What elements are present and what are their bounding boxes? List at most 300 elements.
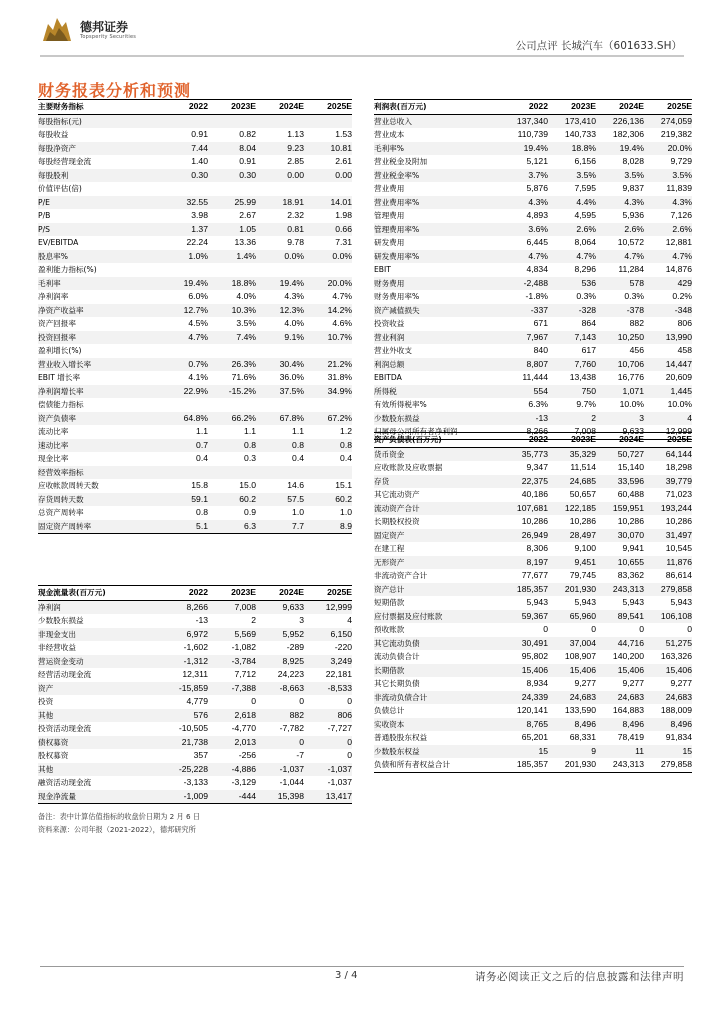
table-row bbox=[374, 277, 692, 291]
cell-value: 4.7% bbox=[548, 250, 596, 264]
cell-value: 24,223 bbox=[277, 669, 304, 679]
cell-value: 44,716 bbox=[596, 637, 644, 651]
cell-value: 66.2% bbox=[208, 412, 256, 426]
row-label: P/E bbox=[38, 196, 160, 210]
cell-value: 0.0% bbox=[304, 250, 352, 264]
cell-value: 10.81 bbox=[304, 142, 352, 156]
cell-value: -8,663 bbox=[256, 682, 304, 696]
cell-value bbox=[208, 398, 256, 412]
table-title: 主要财务指标 bbox=[38, 100, 160, 115]
cell-value: 21,738 bbox=[160, 736, 208, 750]
cell-value: 67.2% bbox=[304, 412, 352, 426]
table-row bbox=[38, 668, 352, 682]
year-header: 2024E bbox=[256, 586, 304, 601]
cell-value: 19.4% bbox=[500, 142, 548, 156]
cell-value bbox=[256, 263, 304, 277]
cell-value: 19.4% bbox=[596, 142, 644, 156]
table-row bbox=[38, 277, 352, 291]
cell-value: 78,419 bbox=[617, 732, 644, 742]
cell-value: 1.40 bbox=[191, 156, 208, 166]
table-row bbox=[374, 331, 692, 345]
cell-value: 4.1% bbox=[188, 372, 208, 382]
cell-value: 2.61 bbox=[335, 156, 352, 166]
cell-value: 37,004 bbox=[548, 637, 596, 651]
cell-value: 576 bbox=[160, 709, 208, 723]
cell-value: 32.55 bbox=[160, 196, 208, 210]
year-header: 2024E bbox=[256, 100, 304, 115]
table-row bbox=[38, 614, 352, 628]
cell-value: 57.5 bbox=[256, 493, 304, 507]
table-row bbox=[374, 542, 692, 556]
cell-value: 458 bbox=[677, 345, 692, 355]
table-row bbox=[38, 169, 352, 183]
cell-value: 8,765 bbox=[500, 718, 548, 732]
cell-value: 0 bbox=[347, 750, 352, 760]
table-row bbox=[38, 358, 352, 372]
row-label: 短期借款 bbox=[374, 598, 405, 607]
row-label: 投资收益 bbox=[374, 319, 405, 328]
cell-value: -256 bbox=[238, 750, 256, 760]
row-label: 营业税金及附加 bbox=[374, 157, 428, 166]
cell-value bbox=[304, 466, 352, 480]
row-label: 少数股东权益 bbox=[374, 745, 500, 759]
cell-value: 15.0 bbox=[239, 480, 256, 490]
cell-value: 578 bbox=[596, 277, 644, 291]
row-label: 净资产收益率 bbox=[38, 304, 160, 318]
cell-value: 2.32 bbox=[287, 210, 304, 220]
row-label: 资产 bbox=[38, 682, 160, 696]
cell-value bbox=[160, 466, 208, 480]
table-row bbox=[38, 655, 352, 669]
year-header: 2025E bbox=[644, 100, 692, 115]
row-label: 营业成本 bbox=[374, 130, 405, 139]
cell-value: 0.30 bbox=[160, 169, 208, 183]
cell-value: 120,141 bbox=[516, 705, 548, 715]
cell-value: 0 bbox=[304, 736, 352, 750]
year-header: 2022 bbox=[160, 586, 208, 601]
cell-value: 9,100 bbox=[574, 543, 596, 553]
table-row bbox=[374, 398, 692, 412]
cell-value: 5,943 bbox=[574, 597, 596, 607]
cell-value: 89,541 bbox=[596, 610, 644, 624]
cell-value: 4.6% bbox=[332, 318, 352, 328]
table-row bbox=[374, 583, 692, 597]
cell-value: 50,727 bbox=[596, 447, 644, 461]
row-label: 其他 bbox=[38, 709, 160, 723]
table-row bbox=[374, 718, 692, 732]
row-label: 非流动负债合计 bbox=[374, 691, 500, 705]
row-label: 固定资产周转率 bbox=[38, 520, 160, 534]
cell-value: 36.0% bbox=[279, 372, 304, 382]
cell-value: 9.23 bbox=[256, 142, 304, 156]
cell-value: 12,881 bbox=[665, 237, 692, 247]
cell-value: 3.7% bbox=[500, 169, 548, 183]
cell-value: 14.01 bbox=[304, 196, 352, 210]
cell-value: 0.8 bbox=[256, 439, 304, 453]
row-label: 归属母公司所有者净利润 bbox=[374, 425, 500, 439]
row-label: 毛利率 bbox=[38, 277, 160, 291]
cell-value: 9.7% bbox=[576, 399, 596, 409]
table-row bbox=[374, 569, 692, 583]
cell-value: 4.3% bbox=[644, 196, 692, 210]
cell-value: 4.4% bbox=[548, 196, 596, 210]
cell-value: 182,306 bbox=[612, 129, 644, 139]
cell-value: 31.8% bbox=[327, 372, 352, 382]
row-label: 每股经营现金流 bbox=[38, 157, 92, 166]
cell-value: 6,972 bbox=[160, 628, 208, 642]
cell-value: 25.99 bbox=[208, 196, 256, 210]
cell-value: 9,941 bbox=[622, 543, 644, 553]
cell-value: 0.82 bbox=[239, 129, 256, 139]
table-row bbox=[38, 709, 352, 723]
cell-value: 20.0% bbox=[644, 142, 692, 156]
cell-value: 4 bbox=[347, 615, 352, 625]
cell-value: 0 bbox=[687, 624, 692, 634]
cell-value: 18.8% bbox=[208, 277, 256, 291]
cell-value: -1,037 bbox=[304, 763, 352, 777]
table-row bbox=[374, 758, 692, 772]
cell-value: 7,760 bbox=[548, 358, 596, 372]
cell-value: 9,277 bbox=[622, 678, 644, 688]
table-row bbox=[374, 623, 692, 637]
cell-value: 10,286 bbox=[521, 516, 548, 526]
table-row bbox=[38, 223, 352, 237]
cell-value: 11,444 bbox=[522, 372, 548, 382]
cell-value: 12,311 bbox=[182, 669, 208, 679]
cell-value: 24,683 bbox=[644, 691, 692, 705]
cell-value: 71.6% bbox=[231, 372, 256, 382]
row-label: 负债和所有者权益合计 bbox=[374, 758, 500, 772]
cell-value: 60.2 bbox=[304, 493, 352, 507]
table-row bbox=[38, 182, 352, 196]
table-row bbox=[374, 704, 692, 718]
cell-value: 6.3% bbox=[528, 399, 548, 409]
row-label: 营业收入增长率 bbox=[38, 358, 160, 372]
cell-value: 536 bbox=[548, 277, 596, 291]
cell-value: 185,357 bbox=[500, 758, 548, 772]
table-row bbox=[374, 114, 692, 128]
cell-value: 40,186 bbox=[521, 489, 548, 499]
income-statement-table bbox=[374, 99, 692, 440]
table-row bbox=[374, 475, 692, 489]
cell-value: 91,834 bbox=[665, 732, 692, 742]
cell-value bbox=[304, 398, 352, 412]
cell-value: 24,683 bbox=[548, 691, 596, 705]
row-label: 经营活动现金流 bbox=[38, 670, 92, 679]
cell-value: 9,347 bbox=[526, 462, 548, 472]
cell-value: 5,943 bbox=[622, 597, 644, 607]
cell-value: 108,907 bbox=[564, 651, 596, 661]
cell-value: 8,266 bbox=[160, 600, 208, 614]
cell-value: -4,886 bbox=[208, 763, 256, 777]
cell-value: 15,406 bbox=[644, 664, 692, 678]
table-row bbox=[38, 250, 352, 264]
cell-value: 864 bbox=[581, 318, 596, 328]
cell-value: 8,064 bbox=[574, 237, 596, 247]
table-row bbox=[38, 425, 352, 439]
table-row bbox=[374, 236, 692, 250]
cell-value: 2.6% bbox=[596, 223, 644, 237]
row-label: 债权募资 bbox=[38, 736, 160, 750]
cell-value: 6,156 bbox=[574, 156, 596, 166]
table-row bbox=[38, 520, 352, 534]
row-label: 资产负债率 bbox=[38, 412, 160, 426]
cell-value: 9,633 bbox=[596, 425, 644, 439]
cell-value: 185,357 bbox=[500, 583, 548, 597]
cell-value: 1,071 bbox=[596, 385, 644, 399]
cell-value: 64.8% bbox=[160, 412, 208, 426]
row-label: 毛利率% bbox=[374, 142, 500, 156]
row-label: 非现金支出 bbox=[38, 628, 160, 642]
row-label: 投资 bbox=[38, 697, 54, 706]
row-label: 普通股股东权益 bbox=[374, 733, 428, 742]
row-label: 流动比率 bbox=[38, 427, 69, 436]
cell-value: 243,313 bbox=[596, 758, 644, 772]
cell-value: -10,505 bbox=[178, 723, 208, 733]
row-label: 其他 bbox=[38, 763, 160, 777]
row-label: 营运资金变动 bbox=[38, 655, 160, 669]
row-label: 存货 bbox=[374, 475, 500, 489]
cell-value: 137,340 bbox=[500, 114, 548, 128]
table-row bbox=[374, 142, 692, 156]
cell-value: 0 bbox=[347, 696, 352, 706]
table-row bbox=[38, 263, 352, 277]
cell-value bbox=[208, 344, 256, 358]
report-type-and-company: 公司点评 长城汽车（601633.SH） bbox=[515, 40, 682, 52]
table-row bbox=[38, 749, 352, 763]
cell-value: 3.98 bbox=[191, 210, 208, 220]
row-label: 预收账款 bbox=[374, 625, 405, 634]
cell-value: 2.85 bbox=[287, 156, 304, 166]
cell-value: 18.91 bbox=[256, 196, 304, 210]
cell-value: 0 bbox=[591, 624, 596, 634]
table-row bbox=[374, 529, 692, 543]
cell-value: 9.1% bbox=[256, 331, 304, 345]
cell-value: 3.5% bbox=[596, 169, 644, 183]
cell-value bbox=[256, 182, 304, 196]
cell-value: 4.5% bbox=[188, 318, 208, 328]
cell-value: 1.1 bbox=[196, 426, 208, 436]
row-label: 投资回报率 bbox=[38, 331, 160, 345]
cell-value bbox=[304, 344, 352, 358]
table-row bbox=[374, 196, 692, 210]
table-row bbox=[38, 290, 352, 304]
brand-name: 德邦证券 bbox=[80, 20, 129, 34]
cell-value: -328 bbox=[548, 304, 596, 318]
row-label: 无形资产 bbox=[374, 556, 500, 570]
cell-value: 8,496 bbox=[596, 718, 644, 732]
cell-value: -3,784 bbox=[208, 655, 256, 669]
legal-disclaimer: 请务必阅读正文之后的信息披露和法律声明 bbox=[475, 971, 684, 983]
cell-value: 3.5% bbox=[644, 169, 692, 183]
cell-value: 159,951 bbox=[596, 502, 644, 516]
cell-value: 357 bbox=[193, 750, 208, 760]
cell-value: -1,009 bbox=[160, 790, 208, 804]
table-row bbox=[374, 263, 692, 277]
cell-value: 9,277 bbox=[670, 678, 692, 688]
cell-value: 18,298 bbox=[665, 462, 692, 472]
cell-value bbox=[208, 466, 256, 480]
cell-value bbox=[160, 398, 208, 412]
year-header: 2025E bbox=[304, 100, 352, 115]
cell-value: 26.3% bbox=[208, 358, 256, 372]
cell-value: -220 bbox=[334, 642, 352, 652]
table-row bbox=[38, 722, 352, 736]
table-row bbox=[374, 745, 692, 759]
cell-value: 65,960 bbox=[548, 610, 596, 624]
cell-value: 9,633 bbox=[256, 600, 304, 614]
cell-value: 2.6% bbox=[548, 223, 596, 237]
row-label: 少数股东损益 bbox=[38, 616, 84, 625]
cell-value: 8,266 bbox=[500, 425, 548, 439]
table-row bbox=[374, 385, 692, 399]
cell-value: 4.7% bbox=[160, 331, 208, 345]
table-row bbox=[374, 155, 692, 169]
table-row bbox=[38, 466, 352, 480]
cell-value: 64,144 bbox=[644, 447, 692, 461]
cell-value: 140,200 bbox=[612, 651, 644, 661]
cell-value: 39,779 bbox=[644, 475, 692, 489]
cell-value: 16,776 bbox=[617, 372, 644, 382]
cell-value: 201,930 bbox=[548, 758, 596, 772]
cell-value: 0.66 bbox=[304, 223, 352, 237]
cell-value: 1.1 bbox=[292, 426, 304, 436]
cash-flow-table bbox=[38, 585, 352, 804]
header-divider bbox=[40, 55, 684, 57]
cell-value: 6.0% bbox=[188, 291, 208, 301]
cell-value: 5.1 bbox=[160, 520, 208, 534]
cell-value: 8,197 bbox=[500, 556, 548, 570]
cell-value: 8,807 bbox=[500, 358, 548, 372]
cell-value: 8,296 bbox=[574, 264, 596, 274]
cell-value: 33,596 bbox=[596, 475, 644, 489]
table-row bbox=[374, 596, 692, 610]
row-label: 资产回报率 bbox=[38, 319, 76, 328]
cell-value: 1.37 bbox=[160, 223, 208, 237]
cell-value: 15 bbox=[500, 745, 548, 759]
row-label: 研发费用率% bbox=[374, 250, 500, 264]
cell-value: 4,893 bbox=[526, 210, 548, 220]
cell-value: 10.0% bbox=[667, 399, 692, 409]
table-row bbox=[374, 304, 692, 318]
cell-value: 24,685 bbox=[548, 475, 596, 489]
cell-value: 0.3 bbox=[244, 453, 256, 463]
row-label: 应收帐款周转天数 bbox=[38, 481, 99, 490]
cell-value bbox=[208, 114, 256, 128]
cell-value: 0.00 bbox=[256, 169, 304, 183]
cell-value: 11 bbox=[596, 745, 644, 759]
cell-value: 617 bbox=[581, 345, 596, 355]
table-row bbox=[374, 344, 692, 358]
cell-value: 1.53 bbox=[335, 129, 352, 139]
cell-value: 18.8% bbox=[548, 142, 596, 156]
row-label: 盈利能力指标(%) bbox=[38, 265, 97, 274]
row-label: 股权募资 bbox=[38, 751, 69, 760]
cell-value: 20.0% bbox=[304, 277, 352, 291]
cell-value: 9,729 bbox=[670, 156, 692, 166]
cell-value: 0.00 bbox=[304, 169, 352, 183]
table-row bbox=[374, 515, 692, 529]
row-label: 管理费用 bbox=[374, 211, 405, 220]
table-row bbox=[374, 182, 692, 196]
cell-value: 13,417 bbox=[304, 790, 352, 804]
cell-value: 13,990 bbox=[644, 331, 692, 345]
cell-value: 279,858 bbox=[644, 758, 692, 772]
cell-value bbox=[208, 263, 256, 277]
cell-value: 12,999 bbox=[304, 600, 352, 614]
cell-value: -15.2% bbox=[208, 385, 256, 399]
cell-value: 10,286 bbox=[665, 516, 692, 526]
cell-value: 13,438 bbox=[569, 372, 596, 382]
cell-value: 4.0% bbox=[284, 318, 304, 328]
cell-value: 1.98 bbox=[335, 210, 352, 220]
row-label: 流动资产合计 bbox=[374, 502, 500, 516]
cell-value: 12.7% bbox=[160, 304, 208, 318]
table-header-row bbox=[38, 100, 352, 115]
cell-value: -1,082 bbox=[231, 642, 256, 652]
table-row bbox=[38, 236, 352, 250]
cell-value: 10,545 bbox=[665, 543, 692, 553]
cell-value: 68,331 bbox=[569, 732, 596, 742]
cell-value: 11,284 bbox=[618, 264, 644, 274]
cell-value: 22.24 bbox=[186, 237, 208, 247]
cell-value: 0 bbox=[543, 624, 548, 634]
cell-value: 37.5% bbox=[256, 385, 304, 399]
cell-value: 0 bbox=[639, 624, 644, 634]
page-header bbox=[0, 0, 724, 70]
cell-value: 4.3% bbox=[284, 291, 304, 301]
cell-value: 34.9% bbox=[304, 385, 352, 399]
cell-value: -3,129 bbox=[231, 777, 256, 787]
cell-value: -7 bbox=[296, 750, 304, 760]
row-label: 利润总额 bbox=[374, 358, 500, 372]
cell-value: 2.67 bbox=[239, 210, 256, 220]
row-label: 经营效率指标 bbox=[38, 466, 160, 480]
row-label: P/B bbox=[38, 211, 51, 220]
cell-value: 67.8% bbox=[256, 412, 304, 426]
cell-value: 8,306 bbox=[526, 543, 548, 553]
cell-value: 10,286 bbox=[617, 516, 644, 526]
cell-value: 6.3 bbox=[208, 520, 256, 534]
cell-value bbox=[208, 182, 256, 196]
cell-value: -7,388 bbox=[208, 682, 256, 696]
cell-value: 0.9 bbox=[244, 507, 256, 517]
cell-value: 3 bbox=[596, 412, 644, 426]
row-label: EV/EBITDA bbox=[38, 238, 79, 247]
cell-value: 7,008 bbox=[548, 425, 596, 439]
row-label: 其它流动资产 bbox=[374, 490, 420, 499]
cell-value: 7.7 bbox=[256, 520, 304, 534]
table-row bbox=[374, 447, 692, 461]
cell-value: 15.1 bbox=[335, 480, 352, 490]
cell-value: 0.4 bbox=[292, 453, 304, 463]
cell-value: 7,143 bbox=[548, 331, 596, 345]
cell-value: 1.2 bbox=[340, 426, 352, 436]
cell-value: 0.7% bbox=[160, 358, 208, 372]
table-row bbox=[38, 142, 352, 156]
cell-value: 219,382 bbox=[660, 129, 692, 139]
row-label: 投资活动现金流 bbox=[38, 724, 92, 733]
balance-sheet-table bbox=[374, 432, 692, 773]
year-header: 2025E bbox=[644, 433, 692, 448]
cell-value: 7,712 bbox=[234, 669, 256, 679]
cell-value bbox=[256, 398, 304, 412]
cell-value: 0.3% bbox=[576, 291, 596, 301]
cell-value: 59.1 bbox=[160, 493, 208, 507]
table-row bbox=[38, 412, 352, 426]
cell-value: 20,609 bbox=[665, 372, 692, 382]
cell-value: -348 bbox=[644, 304, 692, 318]
